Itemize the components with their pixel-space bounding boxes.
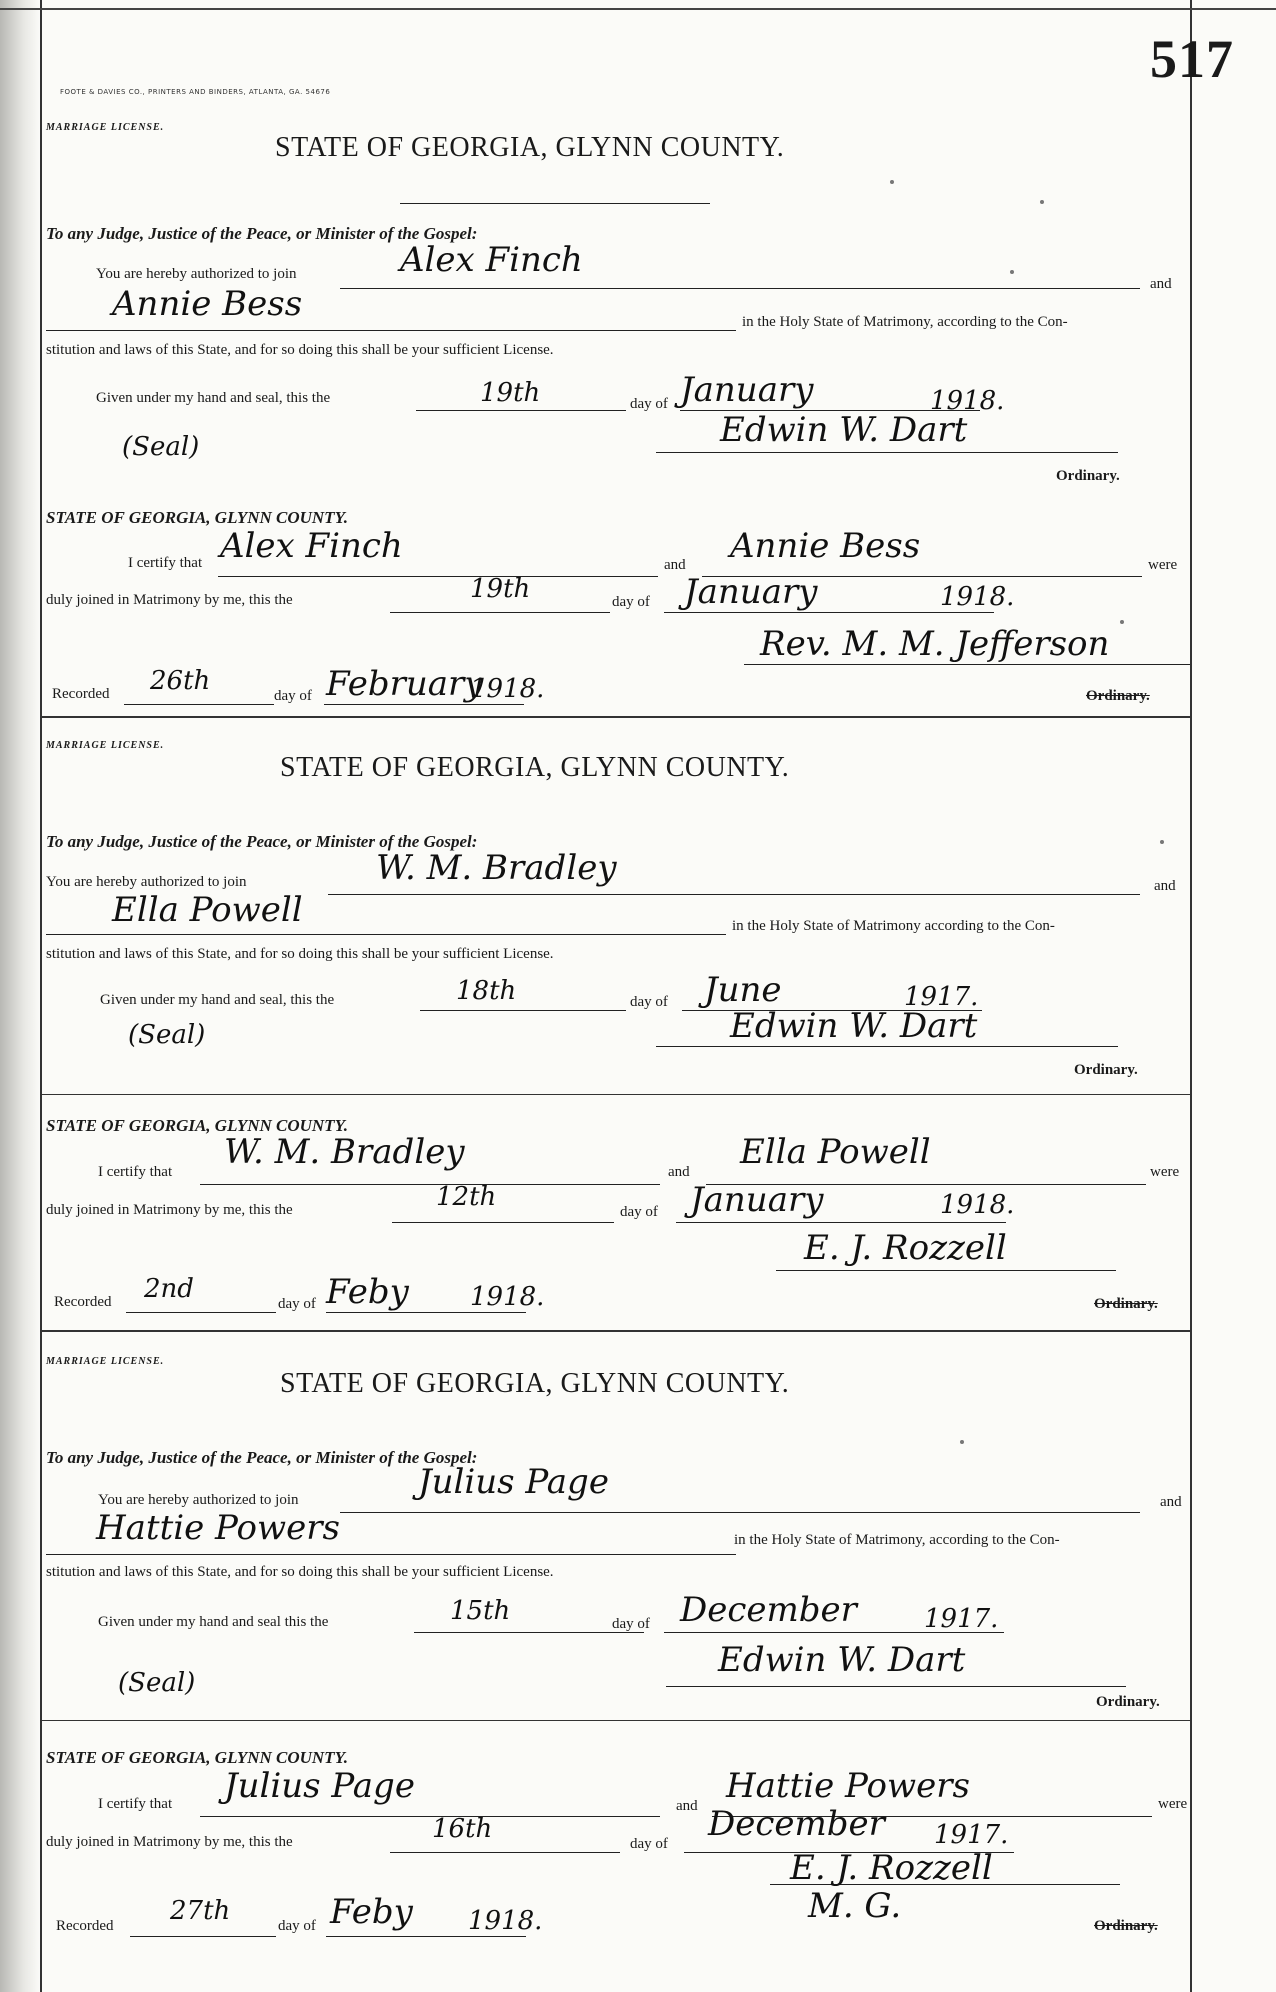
and-text: and [1160, 1494, 1182, 1510]
recorded-day: 2nd [144, 1274, 194, 1304]
recorded-month-line [324, 704, 524, 705]
seal: (Seal) [122, 432, 200, 462]
constitution-text: stitution and laws of this State, and for so doing this shall be your sufficient License. [46, 342, 554, 358]
binding-shadow [0, 0, 40, 1992]
cert-bride: Ella Powell [740, 1132, 931, 1172]
license-day: 19th [480, 378, 541, 408]
recorded-month: Feby [326, 1272, 409, 1312]
ordinary-label: Ordinary. [1074, 1062, 1138, 1078]
cert-heading: STATE OF GEORGIA, GLYNN COUNTY. [46, 1748, 348, 1767]
title-underline [400, 203, 710, 204]
recorded-month: February [326, 664, 484, 704]
recorded-year: 1918. [470, 674, 545, 704]
ordinary-struck: Ordinary. [1094, 1296, 1158, 1312]
inner-separator [40, 1720, 1190, 1721]
recorded-day-of: day of [278, 1918, 316, 1934]
married-day-of: day of [630, 1836, 668, 1852]
license-day: 18th [456, 976, 517, 1006]
bride-name: Annie Bess [112, 284, 303, 324]
were-text: were [1148, 557, 1178, 573]
recorded-month-line [326, 1312, 526, 1313]
cert-groom: Alex Finch [220, 526, 403, 566]
inner-separator [40, 1094, 1190, 1095]
married-day-line [390, 612, 610, 613]
ordinary-signature: Edwin W. Dart [718, 1640, 966, 1680]
constitution-text: stitution and laws of this State, and for so doing this shall be your sufficient License. [46, 946, 554, 962]
ordinary-signature-line [656, 1046, 1118, 1047]
authorized-text: You are hereby authorized to join [98, 1492, 299, 1508]
constitution-text: stitution and laws of this State, and for so doing this shall be your sufficient License. [46, 1564, 554, 1580]
to-judge-heading: To any Judge, Justice of the Peace, or Minister of the Gospel: [46, 832, 478, 851]
certify-text: I certify that [98, 1796, 173, 1812]
ordinary-signature: Edwin W. Dart [730, 1006, 978, 1046]
married-year: 1918. [940, 582, 1015, 612]
license-day: 15th [450, 1596, 511, 1626]
ordinary-signature: Edwin W. Dart [720, 410, 968, 450]
married-month: December [708, 1804, 885, 1844]
seal: (Seal) [118, 1668, 196, 1698]
recorded-month-line [326, 1936, 526, 1937]
scan-speck [1010, 270, 1014, 274]
holy-state-text: in the Holy State of Matrimony, according to the Con- [742, 314, 1068, 330]
married-day-of: day of [620, 1204, 658, 1220]
holy-state-text: in the Holy State of Matrimony, according to the Con- [734, 1532, 1060, 1548]
scan-speck [960, 1440, 964, 1444]
recorded-day-line [130, 1936, 276, 1937]
left-margin-rule [40, 0, 42, 1992]
scan-speck [890, 180, 894, 184]
and-text: and [1154, 878, 1176, 894]
recorded-text: Recorded [52, 686, 110, 702]
bride-line [46, 934, 726, 935]
license-month: December [680, 1590, 857, 1630]
officiant-signature: E. J. Rozzell [804, 1228, 1007, 1268]
groom-name: Alex Finch [400, 240, 583, 280]
form-title: STATE OF GEORGIA, GLYNN COUNTY. [280, 1368, 790, 1399]
given-text: Given under my hand and seal, this the [100, 992, 335, 1008]
license-year: 1917. [904, 982, 979, 1012]
cert-groom: Julius Page [224, 1766, 415, 1806]
groom-name: W. M. Bradley [376, 848, 617, 888]
recorded-day-of: day of [274, 688, 312, 704]
duly-text: duly joined in Matrimony by me, this the [46, 1202, 293, 1218]
license-label: MARRIAGE LICENSE. [46, 740, 165, 751]
cert-and: and [676, 1798, 698, 1814]
authorized-text: You are hereby authorized to join [46, 874, 247, 890]
license-day-line [414, 1632, 644, 1633]
groom-line [340, 288, 1140, 289]
record-separator-2 [40, 1330, 1190, 1332]
married-day-of: day of [612, 594, 650, 610]
form-title: STATE OF GEORGIA, GLYNN COUNTY. [280, 752, 790, 783]
duly-text: duly joined in Matrimony by me, this the [46, 592, 293, 608]
cert-groom-line [200, 1816, 660, 1817]
ordinary-signature-line [656, 452, 1118, 453]
officiant-signature: E. J. Rozzell [790, 1848, 993, 1888]
cert-bride: Hattie Powers [726, 1766, 970, 1806]
groom-name: Julius Page [418, 1462, 609, 1502]
to-judge-heading: To any Judge, Justice of the Peace, or Minister of the Gospel: [46, 224, 478, 243]
and-text: and [1150, 276, 1172, 292]
record-separator-1 [40, 716, 1190, 718]
page-number: 517 [1150, 29, 1234, 89]
license-year: 1917. [924, 1604, 999, 1634]
certify-text: I certify that [98, 1164, 173, 1180]
certify-text: I certify that [128, 555, 203, 571]
married-day-line [392, 1222, 614, 1223]
recorded-day-line [124, 704, 274, 705]
license-label: MARRIAGE LICENSE. [46, 122, 165, 133]
married-year: 1918. [940, 1190, 1015, 1220]
groom-line [328, 894, 1140, 895]
bride-line [46, 330, 736, 331]
groom-line [340, 1512, 1140, 1513]
scan-speck [1040, 200, 1044, 204]
right-margin-rule [1190, 0, 1192, 1992]
license-month: June [704, 970, 782, 1010]
married-day-line [390, 1852, 620, 1853]
recorded-year: 1918. [470, 1282, 545, 1312]
authorized-text: You are hereby authorized to join [96, 266, 297, 282]
ordinary-label: Ordinary. [1056, 468, 1120, 484]
given-text: Given under my hand and seal, this the [96, 390, 331, 406]
license-label: MARRIAGE LICENSE. [46, 1356, 165, 1367]
scan-speck [1120, 620, 1124, 624]
license-month: January [680, 370, 814, 410]
given-text: Given under my hand and seal this the [98, 1614, 329, 1630]
bride-line [46, 1554, 736, 1555]
bride-name: Hattie Powers [96, 1508, 340, 1548]
license-day-line [420, 1010, 626, 1011]
married-day: 16th [432, 1814, 493, 1844]
married-month-line [676, 1222, 1006, 1223]
were-text: were [1150, 1164, 1180, 1180]
ordinary-struck: Ordinary. [1086, 688, 1150, 704]
cert-heading: STATE OF GEORGIA, GLYNN COUNTY. [46, 1116, 348, 1135]
recorded-day-of: day of [278, 1296, 316, 1312]
recorded-month: Feby [330, 1892, 413, 1932]
cert-heading: STATE OF GEORGIA, GLYNN COUNTY. [46, 508, 348, 527]
cert-groom: W. M. Bradley [224, 1132, 465, 1172]
bride-name: Ella Powell [112, 890, 303, 930]
duly-text: duly joined in Matrimony by me, this the [46, 1834, 293, 1850]
to-judge-heading: To any Judge, Justice of the Peace, or Minister of the Gospel: [46, 1448, 478, 1467]
cert-and: and [664, 557, 686, 573]
day-of-text: day of [630, 994, 668, 1010]
recorded-day: 27th [170, 1896, 231, 1926]
holy-state-text: in the Holy State of Matrimony according to the Con- [732, 918, 1055, 934]
ordinary-label: Ordinary. [1096, 1694, 1160, 1710]
married-month: January [690, 1180, 824, 1220]
recorded-day-line [126, 1312, 276, 1313]
married-month: January [684, 572, 818, 612]
recorded-text: Recorded [56, 1918, 114, 1934]
cert-groom-line [218, 576, 658, 577]
recorded-day: 26th [150, 666, 211, 696]
officiant-title: M. G. [808, 1886, 902, 1926]
recorded-text: Recorded [54, 1294, 112, 1310]
married-year: 1917. [934, 1820, 1009, 1850]
married-day: 12th [436, 1182, 497, 1212]
ordinary-signature-line [666, 1686, 1126, 1687]
officiant-line [744, 664, 1190, 665]
recorded-year: 1918. [468, 1906, 543, 1936]
form-title: STATE OF GEORGIA, GLYNN COUNTY. [275, 132, 785, 163]
top-rule [0, 8, 1276, 10]
license-year: 1918. [930, 386, 1005, 416]
married-month-line [664, 612, 994, 613]
ordinary-struck: Ordinary. [1094, 1918, 1158, 1934]
day-of-text: day of [630, 396, 668, 412]
were-text: were [1158, 1796, 1188, 1812]
license-day-line [416, 410, 626, 411]
cert-bride: Annie Bess [730, 526, 921, 566]
cert-and: and [668, 1164, 690, 1180]
officiant-line [776, 1270, 1116, 1271]
married-day: 19th [470, 574, 531, 604]
printer-imprint: FOOTE & DAVIES CO., PRINTERS AND BINDERS, ATLANTA, GA. 54676 [60, 88, 331, 96]
seal: (Seal) [128, 1020, 206, 1050]
scan-speck [1160, 840, 1164, 844]
officiant-signature: Rev. M. M. Jefferson [760, 624, 1110, 664]
cert-groom-line [200, 1184, 660, 1185]
day-of-text: day of [612, 1616, 650, 1632]
